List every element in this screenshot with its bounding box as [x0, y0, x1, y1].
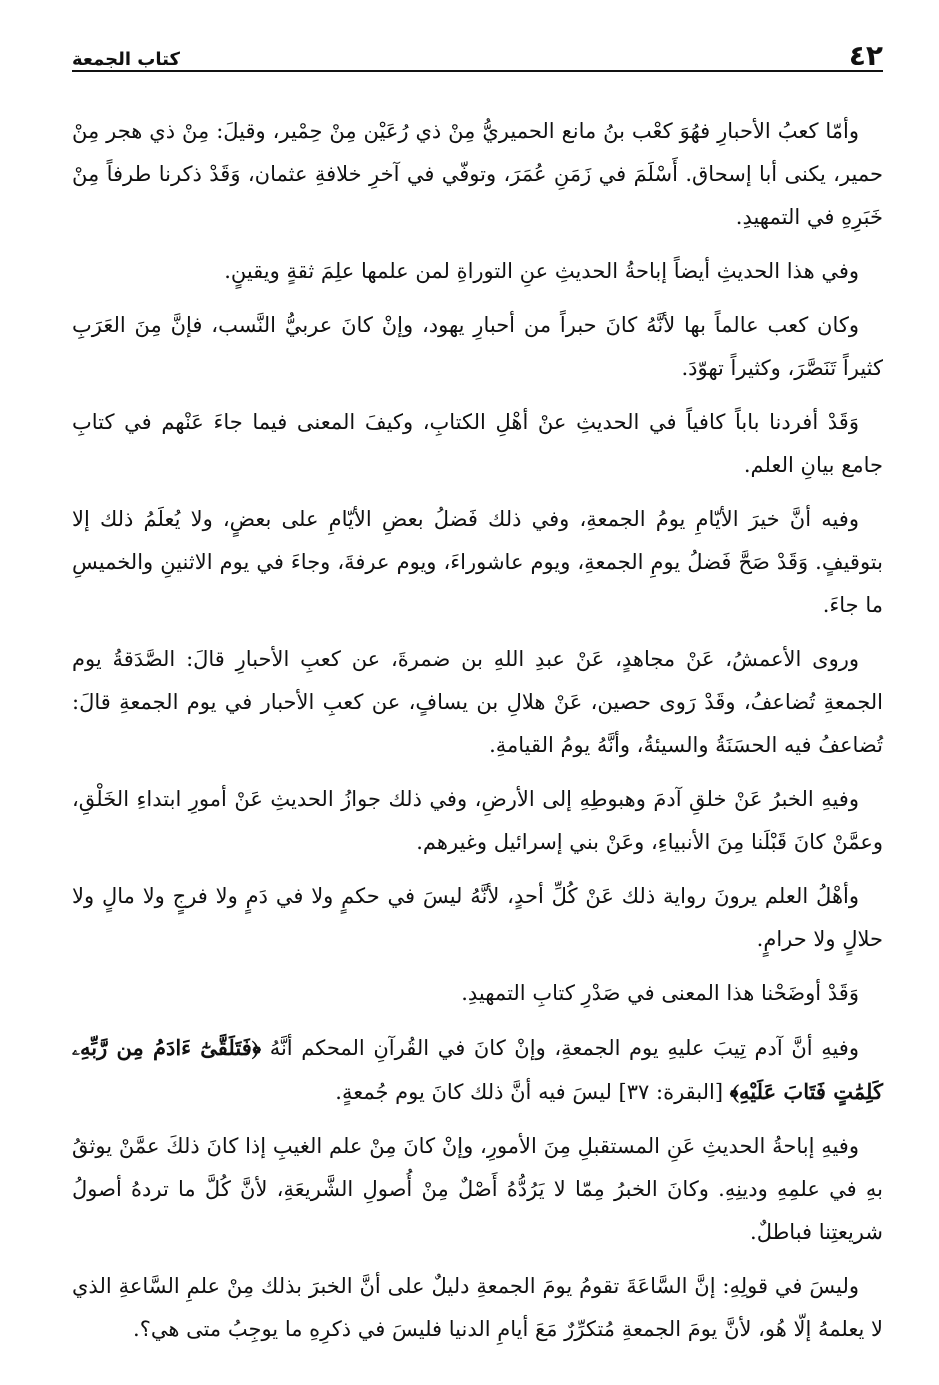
paragraph: وروى الأعمشُ، عَنْ مجاهدٍ، عَنْ عبدِ اللهِ بن ضمرةَ، عن كعبِ الأحبارِ قالَ: الصَّدَقةُ يوم الجمعةِ تُضاعفُ، وقَدْ رَوى حصين، عَنْ هلالِ بن يسافٍ، عن كعبِ الأحبار في يوم الجمعةِ قالَ: تُضاعفُ فيه الحسَنَةُ والسيئةُ، وأنَّهُ يومُ القيامةِ.	[72, 647, 883, 757]
paragraph: وفيهِ إباحةُ الحديثِ عَنِ المستقبلِ مِنَ الأمورِ، وإنْ كانَ مِنْ علم الغيبِ إذا كانَ ذلكَ عمَّنْ يوثقُ بهِ في علمِهِ ودينِهِ. وكانَ الخبرُ مِمّا لا يَرُدُّهُ أَصْلٌ مِنْ أُصولِ الشَّريعَةِ، لأنَّ كُلَّ ما تردهُ أصولُ شريعتِنا فباطلٌ.	[72, 1134, 884, 1244]
paragraph: وَقَدْ أفردنا باباً كافياً في الحديثِ عنْ أهْلِ الكتابِ، وكيفَ المعنى فيما جاءَ عَنْهم في كتابِ جامع بيانِ العلم.	[72, 410, 883, 477]
verse-citation: [البقرة: ٣٧] ليسَ فيه أنَّ ذلك كانَ يوم جُمعةٍ.	[335, 1080, 724, 1104]
running-title: كتاب الجمعة	[72, 49, 180, 70]
paragraph: وفيه أنَّ خيرَ الأيّامِ يومُ الجمعةِ، وفي ذلك فَضلُ بعضِ الأيّامِ على بعضٍ، ولا يُعلَمُ ذلك إلا بتوقيفٍ. وَقَدْ صَحَّ فَضلُ يومِ الجمعةِ، ويوم عاشوراءَ، ويوم عرفةَ، وجاءَ في يوم الاثنينِ والخميسِ ما جاءَ.	[72, 507, 883, 617]
page-number: ٤٢	[848, 39, 883, 72]
paragraph: وأمّا كعبُ الأحبارِ فهُوَ كعْب بنُ مانع الحميريُّ مِنْ ذي رُعَيْن مِنْ حِمْير، وقيلَ: مِنْ ذي هجر مِنْ حمير، يكنى أبا إسحاق. أَسْلَمَ في زَمَنِ عُمَرَ، وتوفّي في آخرِ خلافةِ عثمان، وَقَدْ ذكرنا طرفاً مِنْ خَبَرِهِ في التمهيدِ.	[72, 119, 883, 229]
paragraph-text: وفيهِ أنَّ آدم تِيبَ عليهِ يوم الجمعةِ، وإنْ كانَ في القُرآنِ المحكم أنَّهُ	[269, 1036, 859, 1060]
paragraph: وفيهِ الخبرُ عَنْ خلقِ آدمَ وهبوطِهِ إلى الأرضِ، وفي ذلك جوازُ الحديثِ عَنْ أمورِ ابتداءِ الخَلْقِ، وعمَّنْ كانَ قَبْلَنا مِنَ الأنبياءِ، وعَنْ بني إسرائيل وغيرهم.	[72, 787, 883, 854]
quran-verse: ﴿فَتَلَقَّىٰٓ ءَادَمُ مِن رَّبِّهِۦ كَلِمَٰتٍ فَتَابَ عَلَيْهِ﴾	[72, 1035, 883, 1104]
header-rule	[72, 70, 883, 72]
page-header	[72, 36, 883, 70]
body-text	[72, 110, 883, 1362]
paragraph: وفي هذا الحديثِ أيضاً إباحةُ الحديثِ عنِ التوراةِ لمن علمها علِمَ ثقةٍ ويقينٍ.	[224, 259, 859, 283]
paragraph: وكان كعب عالماً بها لأنَّهُ كانَ حبراً من أحبارِ يهود، وإنْ كانَ عربيُّ النَّسب، فإنَّ مِنَ العَرَبِ كثيراً تَنَصَّرَ، وكثيراً تهوّدَ.	[72, 313, 883, 380]
paragraph: وأهْلُ العلم يرونَ رواية ذلك عَنْ كُلِّ أحدٍ، لأنَّهُ ليسَ في حكمٍ ولا في دَمٍ ولا فرجٍ ولا مالٍ ولا حلالٍ ولا حرامٍ.	[72, 884, 883, 951]
paragraph-with-quran-verse	[72, 1026, 883, 1114]
paragraph: وَقَدْ أوضَحْنا هذا المعنى في صَدْرِ كتابِ التمهيدِ.	[461, 981, 859, 1005]
paragraph: وليسَ في قولِهِ: إنَّ السَّاعَةَ تقومُ يومَ الجمعةِ دليلٌ على أنَّ الخبرَ بذلك مِنْ علمِ السَّاعةِ الذي لا يعلمهُ إلّا هُو، لأنَّ يومَ الجمعةِ مُتكرِّرٌ مَعَ أيامِ الدنيا فليسَ في ذكرِهِ ما يوجِبُ متى هي؟.	[72, 1274, 883, 1341]
